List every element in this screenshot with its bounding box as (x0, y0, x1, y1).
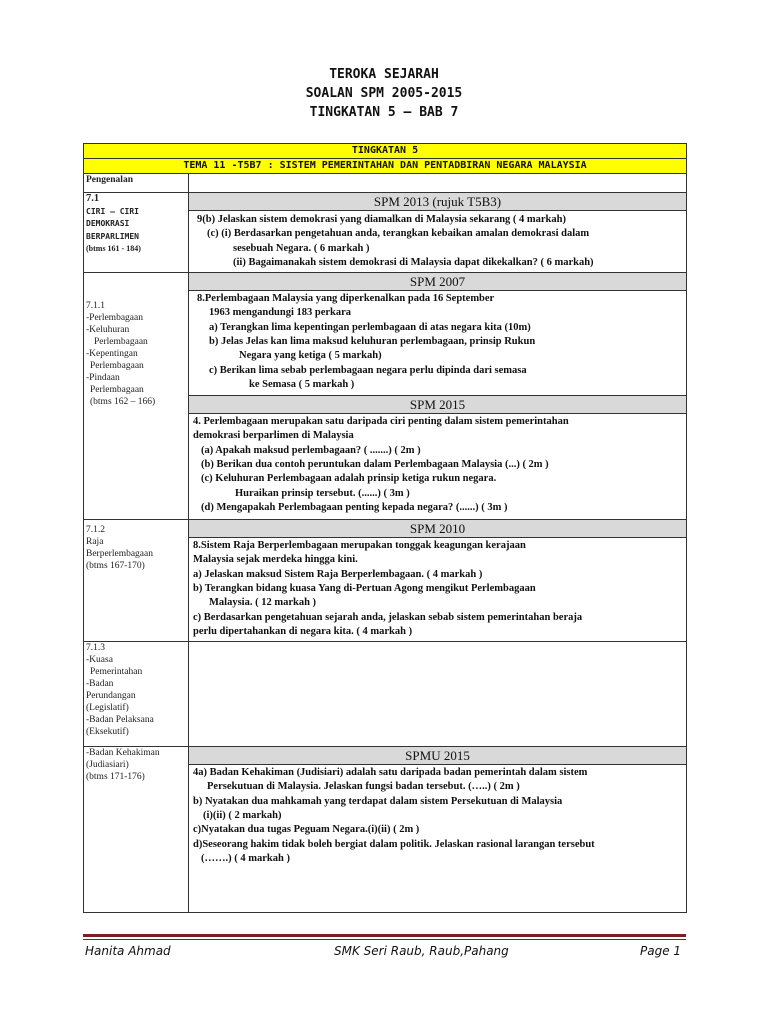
section-spm-2013: SPM 2013 (rujuk T5B3) 9(b) Jelaskan sistem demokrasi yang diamalkan di Malaysia sekarang ( 4 markah) (c) (i) Berdasarkan pengetahuan anda, terangkan kebaikan amalan demokrasi dalam sesebuah Negara. ( 6 markah ) (ii) Bagaimanakah sistem demokrasi di Malaysia dapat dikekalkan? ( 6 markah) (189, 193, 687, 273)
doc-subtitle: SOALAN SPM 2005-2015 (305, 86, 463, 101)
footer-author: Hanita Ahmad (85, 944, 171, 958)
year-heading: SPM 2013 (rujuk T5B3) (189, 193, 686, 210)
doc-chapter: TINGKATAN 5 – BAB 7 (309, 105, 459, 120)
footer-page-number: Page 1 (640, 944, 682, 958)
topic-7-1-3: 7.1.3 -Kuasa Pemerintahan -Badan Perundangan (Legislatif) -Badan Pelaksana (Eksekutif) (84, 642, 189, 747)
section-spm-2007-2015: SPM 2007 8.Perlembagaan Malaysia yang diperkenalkan pada 16 September 1963 mengandungi 183 perkara a) Terangkan lima kepentingan perlembagaan di atas negara kita (10m) b) Jelas Jelas kan lima maksud keluhuran perlembagaan, prinsip Rukun Negara yang ketiga ( 5 markah) c) Berikan lima sebab perlembagaan negara perlu dipinda dari semasa ke Semasa ( 5 markah ) SPM 2015 4. Perlembagaan merupakan satu daripada ciri penting dalam sistem pemerintahan demokrasi berparlimen di Malaysia (a) Apakah maksud perlembagaan? ( .......) ( 2m ) (b) Berikan dua contoh peruntukan dalam Perlembagaan Malaysia (...) ( 2m ) (c) Keluhuran Perlembagaan adalah prinsip ketiga rukun negara. Huraikan prinsip tersebut. (......) ( 3m ) (d) Mengapakah Perlembagaan penting kepada negara? (......) ( 3m ) (189, 273, 687, 520)
doc-title: TEROKA SEJARAH (329, 67, 439, 82)
section-spmu-2015: SPMU 2015 4a) Badan Kehakiman (Judisiari) adalah satu daripada badan pemerintah dalam sistem Persekutuan di Malaysia. Jelaskan fungsi badan tersebut. (…..) ( 2m ) b) Nyatakan dua mahkamah yang terdapat dalam sistem Persekutuan di Malaysia (i)(ii) ( 2 markah) c)Nyatakan dua tugas Peguam Negara.(i)(ii) ( 2m ) d)Seseorang hakim tidak boleh bergiat dalam politik. Jelaskan rasional larangan tersebut (…….) ( 4 markah ) (189, 747, 687, 913)
year-heading: SPM 2010 (189, 520, 686, 537)
topic-7-1: 7.1 CIRI – CIRI DEMOKRASI BERPARLIMEN (btms 161 - 184) (84, 193, 189, 273)
intro-label: Pengenalan (84, 174, 189, 193)
year-heading: SPM 2015 (189, 395, 686, 414)
topic-badan-kehakiman: -Badan Kehakiman (Judiasiari) (btms 171-176) (84, 747, 189, 913)
year-heading: SPM 2007 (189, 273, 686, 290)
footer-rule-thin (83, 939, 686, 940)
footer-school: SMK Seri Raub, Raub,Pahang (334, 944, 509, 958)
question-table (83, 143, 687, 913)
section-spm-2010: SPM 2010 8.Sistem Raja Berperlembagaan merupakan tonggak keagungan kerajaan Malaysia sejak merdeka hingga kini. a) Jelaskan maksud Sistem Raja Berperlembagaan. ( 4 markah ) b) Terangkan bidang kuasa Yang di-Pertuan Agong mengikut Perlembagaan Malaysia. ( 12 markah ) c) Berdasarkan pengetahuan sejarah anda, jelaskan sebab sistem pemerintahan beraja perlu dipertahankan di negara kita. ( 4 markah ) (189, 520, 687, 642)
year-heading: SPMU 2015 (189, 747, 686, 764)
theme-header: TEMA 11 -T5B7 : SISTEM PEMERINTAHAN DAN PENTADBIRAN NEGARA MALAYSIA (84, 159, 687, 174)
topic-7-1-2: 7.1.2 Raja Berperlembagaan (btms 167-170) (84, 520, 189, 642)
footer-rule-thick (83, 934, 686, 937)
form-header: TINGKATAN 5 (84, 144, 687, 159)
topic-7-1-1: 7.1.1 -Perlembagaan -Keluhuran Perlembagaan -Kepentingan Perlembagaan -Pindaan Perlembagaan (btms 162 – 166) (84, 273, 189, 520)
